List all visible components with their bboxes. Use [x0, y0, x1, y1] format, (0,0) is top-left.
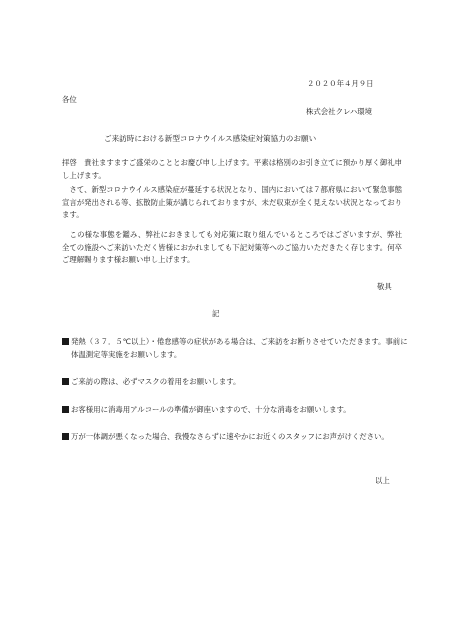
square-bullet-icon — [62, 378, 69, 385]
document-title: ご来訪時における新型コロナウイルス感染症対策協力のお願い — [104, 134, 317, 143]
closing-keigu: 敬具 — [377, 282, 392, 291]
recipient-line: 各位 — [62, 95, 77, 104]
square-bullet-icon — [62, 338, 69, 345]
greeting-paragraph: 拝啓 貴社ますますご盛栄のこととお慶び申し上げます。平素は格別のお引き立てに預かり厚く御礼申し上げます。 — [62, 158, 402, 180]
list-item-text: 発熱（３７．５℃以上）・倦怠感等の症状がある場合は、ご来訪をお断りさせていただきます。事前に体温測定等実施をお願いします。 — [71, 337, 408, 359]
list-item-text: お客様用に消毒用アルコールの準備が御座いますので、十分な消毒をお願いします。 — [71, 405, 351, 414]
list-item — [62, 404, 409, 417]
list-item — [62, 376, 409, 389]
list-item-text: ご来訪の際は、必ずマスクの着用をお願いします。 — [71, 377, 241, 386]
document-date: ２０２０年４月９日 — [307, 79, 374, 88]
square-bullet-icon — [62, 433, 69, 440]
situation-paragraph: さて、新型コロナウイルス感染症が蔓延する状況となり、国内においては７都府県において緊急事態宣言が発出される等、拡散防止策が講じられておりますが、未だ収束が全く見えない状況となっております。 — [62, 185, 402, 220]
list-item — [62, 431, 409, 444]
ki-heading: 記 — [212, 309, 220, 318]
square-bullet-icon — [62, 406, 69, 413]
end-ijou: 以上 — [375, 476, 390, 485]
request-paragraph: この様な事態を鑑み、弊社におきましても対応策に取り組んでいるところではございますが、弊社全ての施設へご来訪いただく皆様におかれましても下記対策等へのご協力いただきたく存じます。何卒ご理解賜ります様お願い申し上げます。 — [62, 230, 402, 265]
list-item-text: 万が一体調が悪くなった場合、我慢なさらずに速やかにお近くのスタッフにお声がけください。 — [71, 432, 389, 441]
sender-company: 株式会社クレハ環境 — [306, 107, 372, 116]
list-item — [62, 336, 409, 362]
